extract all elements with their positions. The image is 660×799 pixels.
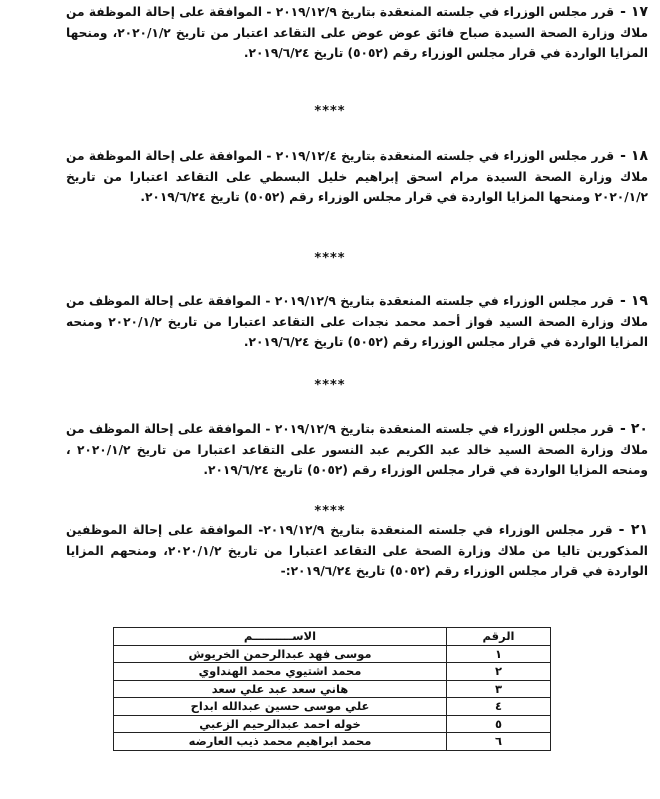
decision-text: قرر مجلس الوزراء في جلسته المنعقدة بتاريخ ٢٠١٩/١٢/٩ - الموافقة على إحالة الموظف من ملاك وزارة الصحة السيد فواز أحمد محمد نجدات على التقاعد اعتبارا من تاريخ ٢٠٢٠/١/٢ ومنحه المزايا الواردة في قرار مجلس الوزراء رقم (٥٠٥٢) تاريخ ٢٠١٩/٦/٢٤. <box>66 294 649 349</box>
table-header-row <box>114 628 551 646</box>
row-name: محمد ابراهيم محمد ذيب العارضه <box>114 733 447 751</box>
table-row <box>114 645 551 663</box>
table-row <box>114 680 551 698</box>
separator-stars: **** <box>314 251 346 266</box>
header-number: الرقم <box>447 628 551 646</box>
decision-text: قرر مجلس الوزراء في جلسته المنعقدة بتاريخ ٢٠١٩/١٢/٤ - الموافقة على إحالة الموظفة من ملاك وزارة الصحة السيدة مرام اسحق إبراهيم خليل البسطي على التقاعد اعتبارا من تاريخ ٢٠٢٠/١/٢ ومنحها المزايا الواردة في قرار مجلس الوزراء رقم (٥٠٥٢) تاريخ ٢٠١٩/٦/٢٤. <box>66 149 648 204</box>
decision-text: قرر مجلس الوزراء في جلسته المنعقدة بتاريخ ٢٠١٩/١٢/٩- الموافقة على إحالة الموظفين المذكورين تاليا من ملاك وزارة الصحة على التقاعد اعتبارا من تاريخ ٢٠٢٠/١/٢، ومنحهم المزايا الواردة في قرار مجلس الوزراء رقم (٥٠٥٢) تاريخ ٢٠١٩/٦/٢٤:- <box>66 523 648 578</box>
row-number: ١ <box>447 645 551 663</box>
row-name: علي موسى حسين عبدالله ابداح <box>114 698 447 716</box>
decision-number: ٢٠ - <box>620 421 648 437</box>
decision-item-19 <box>66 291 648 353</box>
decision-item-17 <box>66 2 648 64</box>
row-name: محمد اشتيوي محمد الهنداوي <box>114 663 447 681</box>
decision-number: ١٩ - <box>620 293 648 309</box>
separator-stars: **** <box>314 104 346 119</box>
row-name: موسى فهد عبدالرحمن الخريوش <box>114 645 447 663</box>
table-row <box>114 663 551 681</box>
decision-number: ١٨ - <box>620 148 649 164</box>
decision-text: قرر مجلس الوزراء في جلسته المنعقدة بتاريخ ٢٠١٩/١٢/٩ - الموافقة على إحالة الموظف من ملاك وزارة الصحة السيد خالد عبد الكريم عبد النسور على التقاعد اعتبارا من تاريخ ٢٠٢٠/١/٢ ، ومنحه المزايا الواردة في قرار مجلس الوزراء رقم (٥٠٥٢) تاريخ ٢٠١٩/٦/٢٤. <box>66 422 648 477</box>
decision-number: ١٧ - <box>620 4 649 20</box>
row-number: ٣ <box>447 680 551 698</box>
decision-item-21 <box>66 520 648 582</box>
row-number: ٥ <box>447 715 551 733</box>
row-number: ٦ <box>447 733 551 751</box>
table-row <box>114 715 551 733</box>
row-number: ٤ <box>447 698 551 716</box>
row-number: ٢ <box>447 663 551 681</box>
header-name: الاســــــــــم <box>114 628 447 646</box>
separator-stars: **** <box>314 378 346 393</box>
table-row <box>114 733 551 751</box>
decision-number: ٢١ - <box>618 522 648 538</box>
separator-stars: **** <box>314 504 346 519</box>
row-name: هاني سعد عبد علي سعد <box>114 680 447 698</box>
retirees-table <box>113 627 551 751</box>
decision-text: قرر مجلس الوزراء في جلسته المنعقدة بتاريخ ٢٠١٩/١٢/٩ - الموافقة على إحالة الموظفة من ملاك وزارة الصحة السيدة صباح فائق عوض عوض على التقاعد اعتبار من تاريخ ٢٠٢٠/١/٢، ومنحها المزايا الواردة في قرار مجلس الوزراء رقم (٥٠٥٢) تاريخ ٢٠١٩/٦/٢٤. <box>66 5 648 60</box>
decision-item-20 <box>66 419 648 481</box>
decision-item-18 <box>66 146 648 208</box>
row-name: خوله احمد عبدالرحيم الزعبي <box>114 715 447 733</box>
table-row <box>114 698 551 716</box>
